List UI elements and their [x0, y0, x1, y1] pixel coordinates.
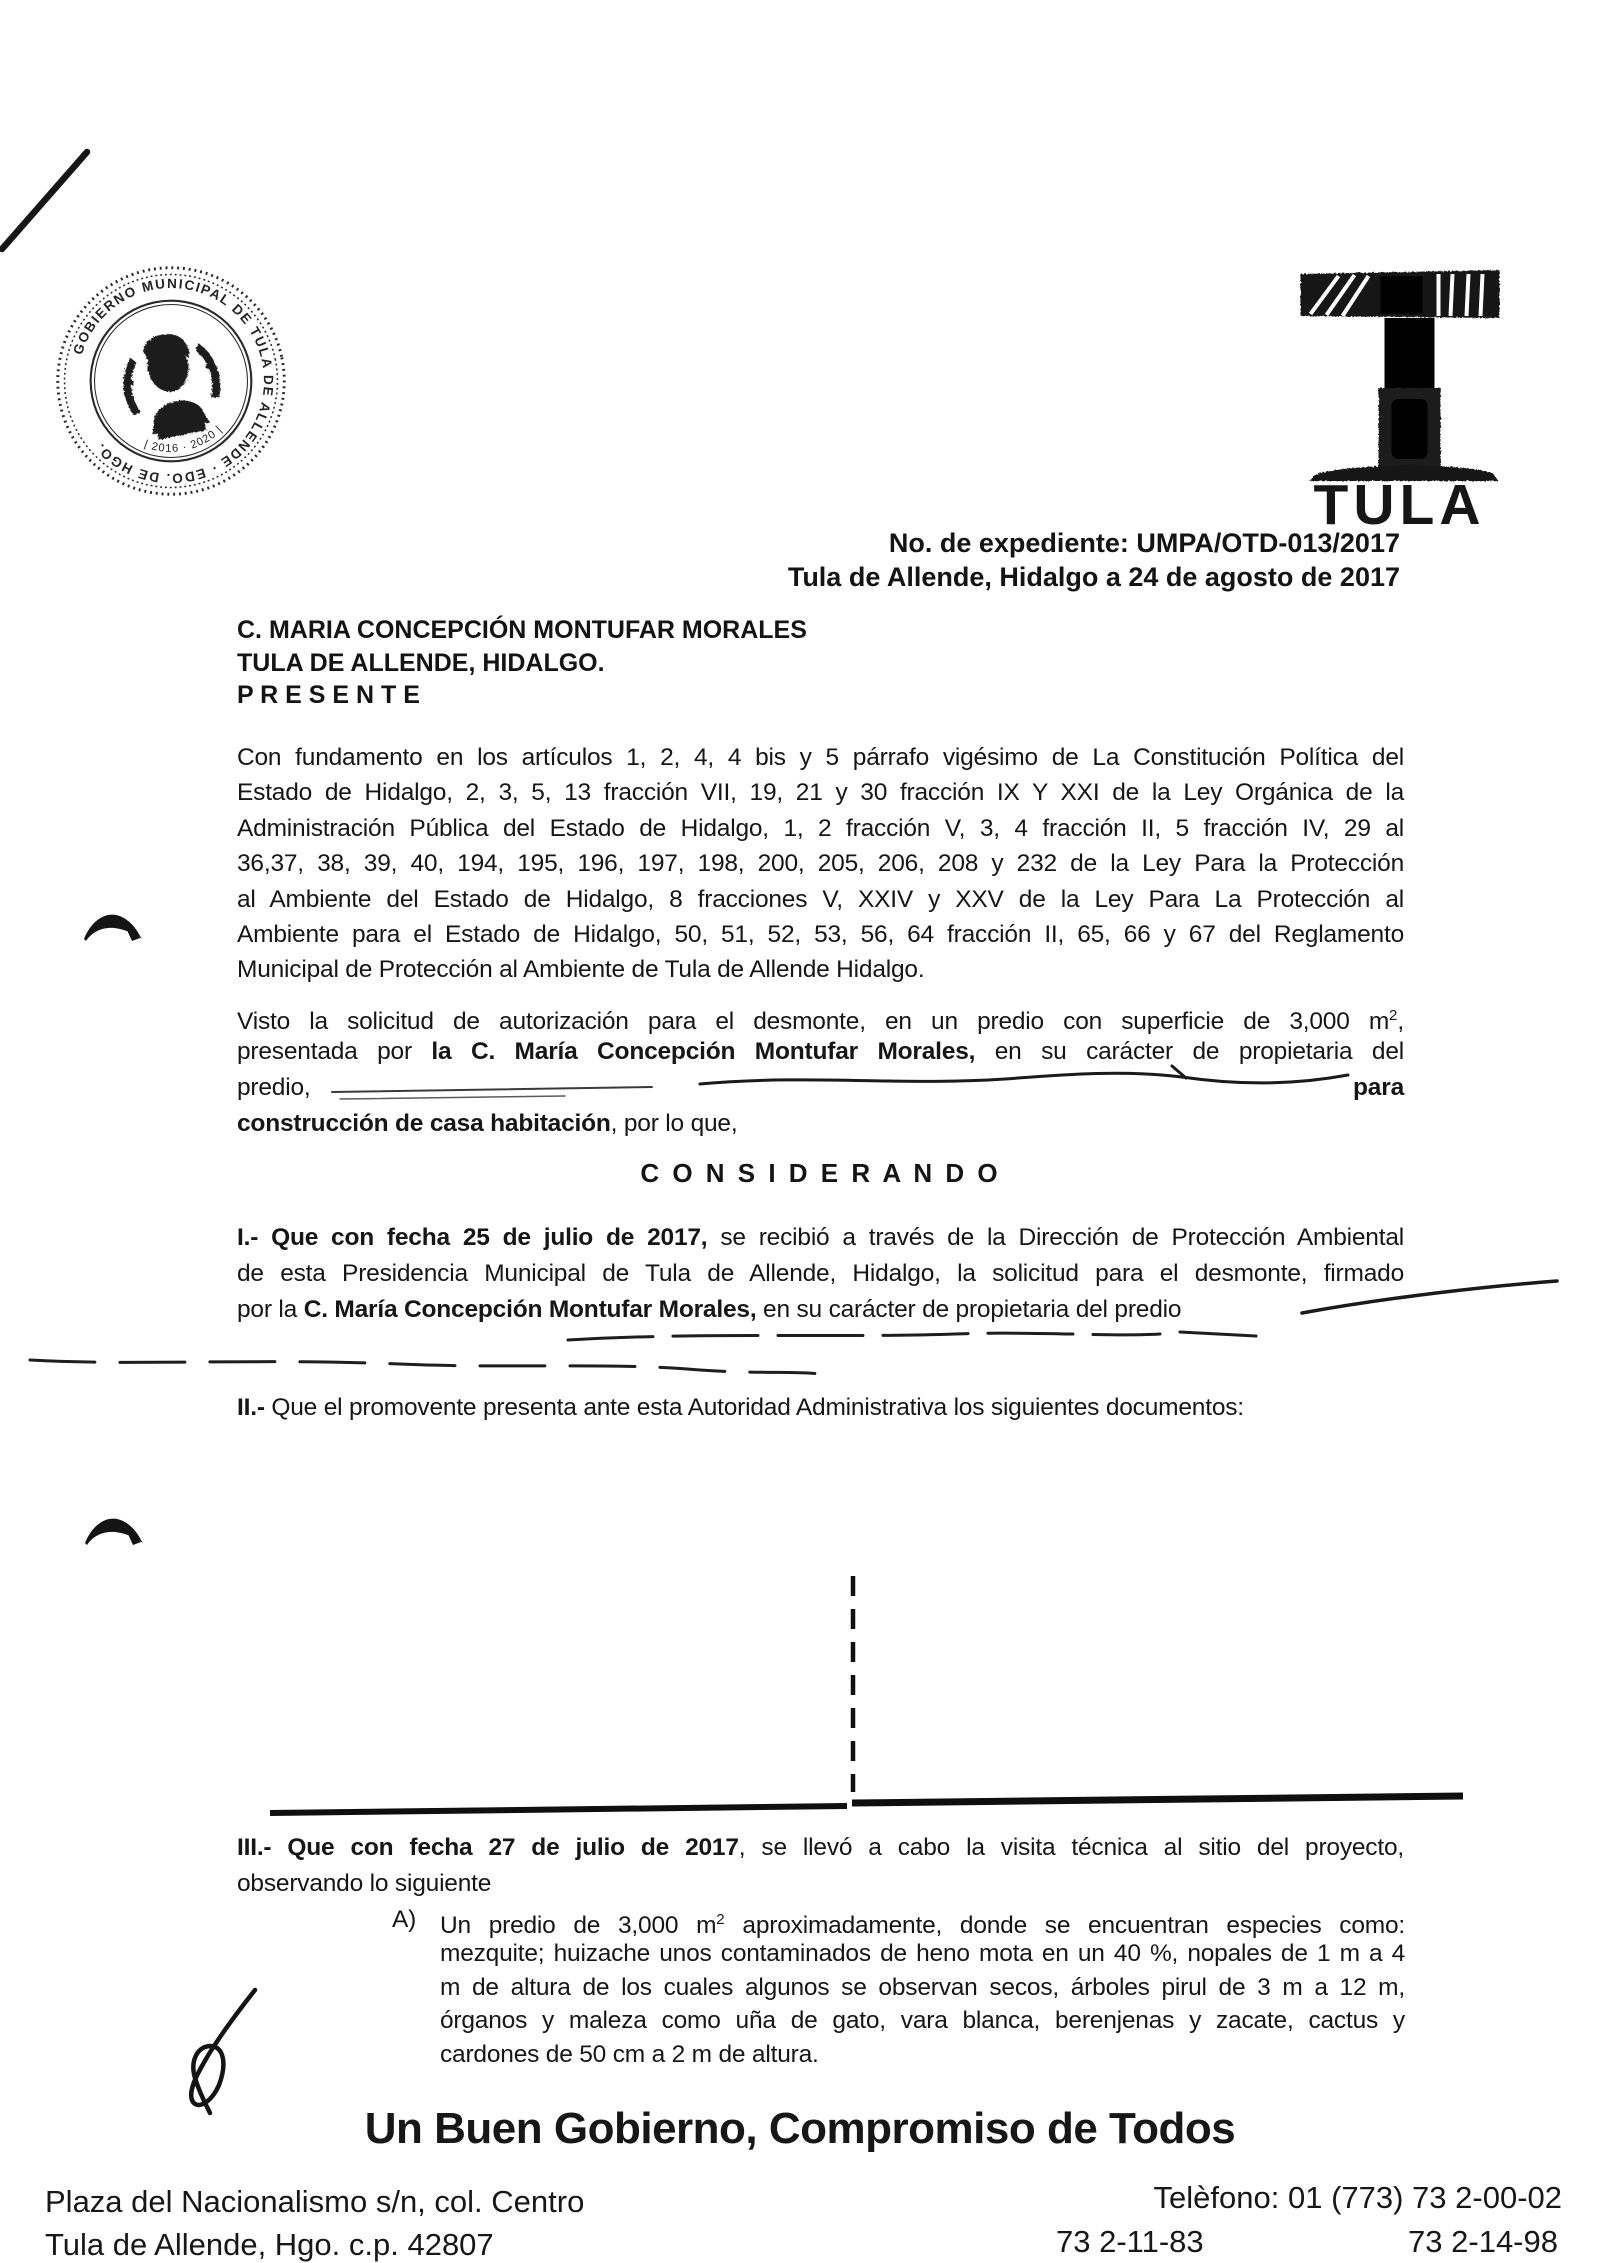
atlante-t-glyph: [1301, 270, 1500, 481]
paragraph-line: cardones de 50 cm a 2 m de altura.: [440, 2041, 819, 2069]
seal-ring-text: GOBIERNO MUNICIPAL DE TULA DE ALLENDE · EDO. DE HGO.: [70, 275, 276, 487]
margin-check-mark: [84, 915, 142, 941]
paragraph-line: I.- Que con fecha 25 de julio de 2017, se recibió a través de la Dirección de Protección Ambiental: [237, 1224, 1404, 1251]
separator-line: [270, 1796, 1463, 1813]
site-visit-item-a: [392, 1902, 1405, 2071]
seal-years-text: | 2016 · 2020 |: [142, 423, 225, 455]
paragraph-line: Estado de Hidalgo, 2, 3, 5, 13 fracción VII, 19, 21 y 30 fracción IX Y XXI de la Ley Orgánica de la: [237, 779, 1404, 807]
considerando-item-ii: [237, 1390, 1404, 1425]
blank-field-line: predio, para: [237, 1074, 1404, 1101]
paragraph-line: III.- Que con fecha 27 de julio de 2017, se llevó a cabo la visita técnica al sitio del proyecto,: [237, 1834, 1404, 1861]
seal-bust-figure: [114, 325, 230, 445]
addressee-present: P R E S E N T E: [237, 681, 420, 709]
address-line-1: Plaza del Nacionalismo s/n, col. Centro: [45, 2184, 585, 2219]
considerando-item-iii: [237, 1830, 1404, 1902]
tula-wordmark: TULA: [1313, 473, 1486, 530]
expediente-line: No. de expediente: UMPA/OTD-013/2017: [888, 528, 1400, 558]
paragraph-line: mezquite; huizache unos contaminados de heno mota en un 40 %, nopales de 1 m a 4: [440, 1939, 1405, 1967]
addressee-city: TULA DE ALLENDE, HIDALGO.: [237, 648, 605, 677]
tula-logo: [1292, 258, 1508, 530]
applicant-name-bold: C. María Concepción Montufar Morales,: [303, 1296, 757, 1323]
paragraph-line: al Ambiente del Estado de Hidalgo, 8 fracciones V, XXIV y XXV de la Ley Para La Protección al: [237, 885, 1404, 913]
request-paragraph: [237, 998, 1404, 1142]
paragraph-line: Con fundamento en los artículos 1, 2, 4, 4 bis y 5 párrafo vigésimo de La Constitución Política del: [237, 744, 1404, 771]
signature-scribble: [191, 1990, 255, 2113]
addressee-block: [237, 614, 807, 712]
phone-number: 73 2-14-98: [1408, 2224, 1558, 2259]
superscript-2: 2: [1389, 1007, 1398, 1024]
reference-block: [788, 526, 1400, 594]
paragraph-line: órganos y maleza como uña de gato, vara blanca, berenjenas y zacate, cactus y: [440, 2007, 1405, 2035]
address-line-2: Tula de Allende, Hgo. c.p. 42807: [45, 2227, 494, 2262]
footer-address: [45, 2180, 584, 2263]
list-label-a: A): [392, 1906, 417, 1933]
paragraph-line: Municipal de Protección al Ambiente de Tula de Allende Hidalgo.: [237, 956, 925, 984]
applicant-name-bold: la C. María Concepción Montufar Morales,: [431, 1038, 976, 1065]
paragraph-line: m de altura de los cuales algunos se observan secos, árboles pirul de 3 m a 12 m,: [440, 1973, 1405, 2001]
municipal-seal: [27, 237, 314, 524]
addressee-name: C. MARIA CONCEPCIÓN MONTUFAR MORALES: [237, 616, 807, 644]
paragraph-line: Visto la solicitud de autorización para el desmonte, en un predio con superficie de 3,000 $m^2$,: [237, 1007, 1404, 1035]
blank-dash-lines: [30, 1332, 1256, 1374]
purpose-bold: construcción de casa habitación: [237, 1110, 611, 1137]
government-slogan: Un Buen Gobierno, Compromiso de Todos: [364, 2104, 1236, 2153]
paragraph-line: 36,37, 38, 39, 40, 194, 195, 196, 197, 198, 200, 205, 206, 208 y 232 de la Ley Para la Protección: [237, 850, 1404, 878]
paragraph-line: presentada por la C. María Concepción Montufar Morales, en su carácter de propietaria del: [237, 1038, 1404, 1065]
margin-check-mark: [85, 1519, 143, 1545]
pen-stroke-top-left: [2, 152, 87, 249]
paragraph-line: de esta Presidencia Municipal de Tula de Allende, Hidalgo, la solicitud para el desmonte, firmado: [237, 1260, 1404, 1287]
considerando-heading: C O N S I D E R A N D O: [640, 1158, 1001, 1188]
paragraph-line: Un predio de 3,000 $m^2$ aproximadamente, donde se encuentran especies como:: [440, 1911, 1406, 1939]
considerando-item-i: [237, 1220, 1404, 1328]
paragraph-line: II.- Que el promovente presenta ante esta Autoridad Administrativa los siguientes documentos:: [237, 1394, 1244, 1421]
paragraph-line: Ambiente para el Estado de Hidalgo, 50, 51, 52, 53, 56, 64 fracción II, 65, 66 y 67 del Reglamento: [237, 920, 1404, 948]
date-line: Tula de Allende, Hidalgo a 24 de agosto de 2017: [787, 562, 1400, 592]
phone-number: 73 2-11-83: [1056, 2224, 1204, 2259]
paragraph-line: construcción de casa habitación, por lo que,: [237, 1110, 738, 1137]
paragraph-line: por la C. María Concepción Montufar Morales, en su carácter de propietaria del predio: [237, 1296, 1182, 1323]
legal-basis-paragraph: [237, 740, 1404, 988]
paragraph-line: Administración Pública del Estado de Hidalgo, 1, 2 fracción V, 3, 4 fracción II, 5 fracción IV, 29 al: [237, 814, 1404, 842]
footer-phone-main: Telèfono: 01 (773) 73 2-00-02: [1153, 2180, 1562, 2215]
paragraph-line: observando lo siguiente: [237, 1870, 492, 1897]
footer-phone-secondary: [1056, 2224, 1558, 2260]
superscript-2: 2: [716, 1911, 725, 1928]
